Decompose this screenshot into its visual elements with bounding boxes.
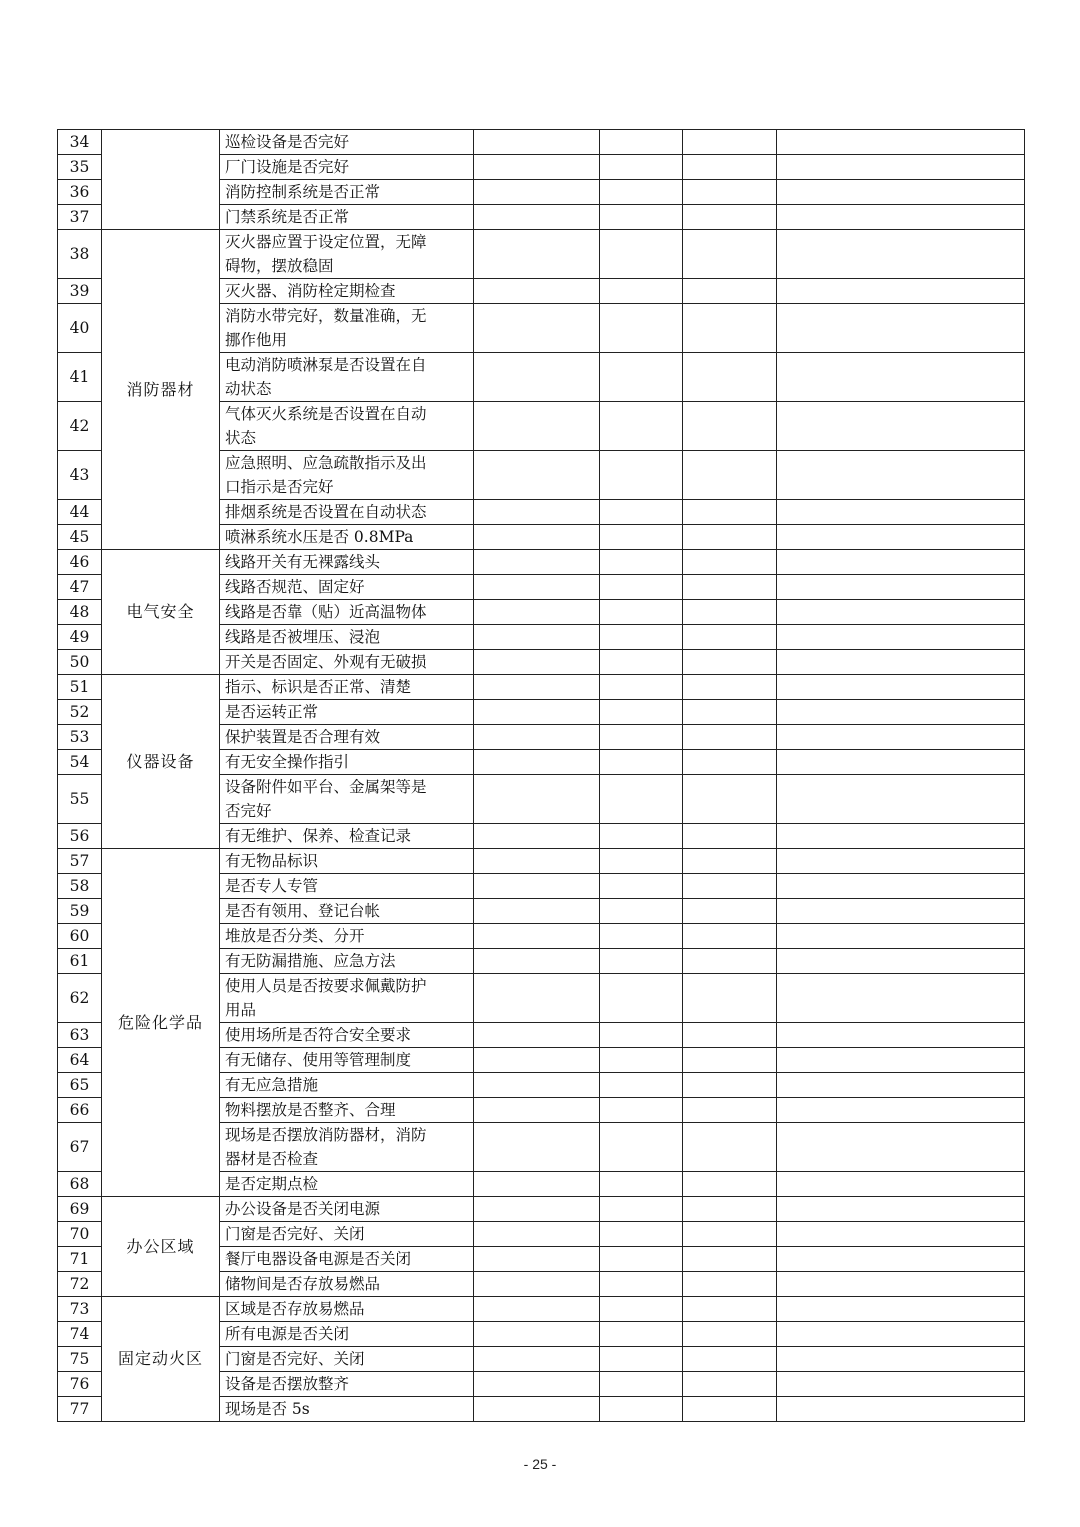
status-cell[interactable] <box>600 824 683 849</box>
checker-cell[interactable] <box>683 130 777 155</box>
check-item-text: 是否运转正常 <box>220 700 474 725</box>
check-item-text: 办公设备是否关闭电源 <box>220 1197 474 1222</box>
result-cell[interactable] <box>474 205 600 230</box>
row-number: 53 <box>58 725 102 750</box>
checker-cell[interactable] <box>683 205 777 230</box>
remarks-cell[interactable] <box>777 1023 1025 1048</box>
checker-cell[interactable] <box>683 1172 777 1197</box>
status-cell[interactable] <box>600 180 683 205</box>
checker-cell[interactable] <box>683 824 777 849</box>
status-cell[interactable] <box>600 1347 683 1372</box>
result-cell[interactable] <box>474 1222 600 1247</box>
status-cell[interactable] <box>600 130 683 155</box>
check-item-text: 有无防漏措施、应急方法 <box>220 949 474 974</box>
result-cell[interactable] <box>474 625 600 650</box>
remarks-cell[interactable] <box>777 1372 1025 1397</box>
checker-cell[interactable] <box>683 974 777 1023</box>
check-item-text: 巡检设备是否完好 <box>220 130 474 155</box>
row-number: 66 <box>58 1098 102 1123</box>
status-cell[interactable] <box>600 525 683 550</box>
checker-cell[interactable] <box>683 924 777 949</box>
status-cell[interactable] <box>600 1172 683 1197</box>
result-cell[interactable] <box>474 700 600 725</box>
checker-cell[interactable] <box>683 750 777 775</box>
status-cell[interactable] <box>600 1048 683 1073</box>
status-cell[interactable] <box>600 1397 683 1422</box>
table-row <box>58 675 1025 700</box>
status-cell[interactable] <box>600 974 683 1023</box>
checker-cell[interactable] <box>683 1322 777 1347</box>
row-number: 46 <box>58 550 102 575</box>
remarks-cell[interactable] <box>777 402 1025 451</box>
remarks-cell[interactable] <box>777 949 1025 974</box>
check-item-text: 所有电源是否关闭 <box>220 1322 474 1347</box>
check-item-text: 气体灭火系统是否设置在自动 状态 <box>220 402 474 451</box>
row-number: 62 <box>58 974 102 1023</box>
check-item-text: 有无维护、保养、检查记录 <box>220 824 474 849</box>
row-number: 55 <box>58 775 102 824</box>
check-item-text: 设备是否摆放整齐 <box>220 1372 474 1397</box>
result-cell[interactable] <box>474 1098 600 1123</box>
checklist-body <box>58 130 1025 1422</box>
check-item-text: 有无应急措施 <box>220 1073 474 1098</box>
remarks-cell[interactable] <box>777 849 1025 874</box>
status-cell[interactable] <box>600 1023 683 1048</box>
remarks-cell[interactable] <box>777 550 1025 575</box>
remarks-cell[interactable] <box>777 1197 1025 1222</box>
remarks-cell[interactable] <box>777 824 1025 849</box>
check-item-text: 有无安全操作指引 <box>220 750 474 775</box>
check-item-text: 门窗是否完好、关闭 <box>220 1347 474 1372</box>
remarks-cell[interactable] <box>777 180 1025 205</box>
check-item-text: 物料摆放是否整齐、合理 <box>220 1098 474 1123</box>
status-cell[interactable] <box>600 1222 683 1247</box>
row-number: 42 <box>58 402 102 451</box>
checker-cell[interactable] <box>683 1372 777 1397</box>
checker-cell[interactable] <box>683 451 777 500</box>
row-number: 39 <box>58 279 102 304</box>
row-number: 54 <box>58 750 102 775</box>
row-number: 37 <box>58 205 102 230</box>
result-cell[interactable] <box>474 824 600 849</box>
check-item-text: 使用人员是否按要求佩戴防护 用品 <box>220 974 474 1023</box>
check-item-text: 使用场所是否符合安全要求 <box>220 1023 474 1048</box>
status-cell[interactable] <box>600 650 683 675</box>
check-item-text: 开关是否固定、外观有无破损 <box>220 650 474 675</box>
table-row <box>58 1197 1025 1222</box>
check-item-text: 有无储存、使用等管理制度 <box>220 1048 474 1073</box>
result-cell[interactable] <box>474 1023 600 1048</box>
status-cell[interactable] <box>600 750 683 775</box>
status-cell[interactable] <box>600 353 683 402</box>
row-number: 35 <box>58 155 102 180</box>
remarks-cell[interactable] <box>777 1347 1025 1372</box>
status-cell[interactable] <box>600 230 683 279</box>
check-item-text: 厂门设施是否完好 <box>220 155 474 180</box>
checker-cell[interactable] <box>683 180 777 205</box>
result-cell[interactable] <box>474 1347 600 1372</box>
checker-cell[interactable] <box>683 550 777 575</box>
row-number: 50 <box>58 650 102 675</box>
result-cell[interactable] <box>474 180 600 205</box>
check-item-text: 门窗是否完好、关闭 <box>220 1222 474 1247</box>
result-cell[interactable] <box>474 1197 600 1222</box>
row-number: 45 <box>58 525 102 550</box>
result-cell[interactable] <box>474 304 600 353</box>
checker-cell[interactable] <box>683 1197 777 1222</box>
remarks-cell[interactable] <box>777 874 1025 899</box>
result-cell[interactable] <box>474 279 600 304</box>
result-cell[interactable] <box>474 550 600 575</box>
checker-cell[interactable] <box>683 1222 777 1247</box>
status-cell[interactable] <box>600 205 683 230</box>
checker-cell[interactable] <box>683 700 777 725</box>
status-cell[interactable] <box>600 279 683 304</box>
check-item-text: 餐厅电器设备电源是否关闭 <box>220 1247 474 1272</box>
remarks-cell[interactable] <box>777 650 1025 675</box>
checker-cell[interactable] <box>683 1397 777 1422</box>
remarks-cell[interactable] <box>777 279 1025 304</box>
result-cell[interactable] <box>474 130 600 155</box>
remarks-cell[interactable] <box>777 205 1025 230</box>
status-cell[interactable] <box>600 1073 683 1098</box>
checker-cell[interactable] <box>683 1023 777 1048</box>
check-item-text: 现场是否 5s <box>220 1397 474 1422</box>
row-number: 68 <box>58 1172 102 1197</box>
result-cell[interactable] <box>474 1172 600 1197</box>
check-item-text: 是否有领用、登记台帐 <box>220 899 474 924</box>
remarks-cell[interactable] <box>777 451 1025 500</box>
result-cell[interactable] <box>474 1272 600 1297</box>
status-cell[interactable] <box>600 1247 683 1272</box>
result-cell[interactable] <box>474 924 600 949</box>
remarks-cell[interactable] <box>777 1222 1025 1247</box>
checker-cell[interactable] <box>683 279 777 304</box>
checker-cell[interactable] <box>683 1073 777 1098</box>
check-item-text: 电动消防喷淋泵是否设置在自 动状态 <box>220 353 474 402</box>
check-item-text: 是否定期点检 <box>220 1172 474 1197</box>
status-cell[interactable] <box>600 675 683 700</box>
row-number: 40 <box>58 304 102 353</box>
result-cell[interactable] <box>474 1397 600 1422</box>
result-cell[interactable] <box>474 750 600 775</box>
status-cell[interactable] <box>600 924 683 949</box>
remarks-cell[interactable] <box>777 1048 1025 1073</box>
row-number: 75 <box>58 1347 102 1372</box>
result-cell[interactable] <box>474 1123 600 1172</box>
result-cell[interactable] <box>474 1073 600 1098</box>
status-cell[interactable] <box>600 874 683 899</box>
checker-cell[interactable] <box>683 775 777 824</box>
checker-cell[interactable] <box>683 899 777 924</box>
checker-cell[interactable] <box>683 155 777 180</box>
result-cell[interactable] <box>474 675 600 700</box>
status-cell[interactable] <box>600 849 683 874</box>
row-number: 67 <box>58 1123 102 1172</box>
status-cell[interactable] <box>600 725 683 750</box>
checker-cell[interactable] <box>683 725 777 750</box>
remarks-cell[interactable] <box>777 924 1025 949</box>
status-cell[interactable] <box>600 1322 683 1347</box>
table-row <box>58 230 1025 279</box>
remarks-cell[interactable] <box>777 1397 1025 1422</box>
category-cell: 办公区域 <box>102 1197 220 1297</box>
row-number: 64 <box>58 1048 102 1073</box>
status-cell[interactable] <box>600 550 683 575</box>
checker-cell[interactable] <box>683 600 777 625</box>
remarks-cell[interactable] <box>777 500 1025 525</box>
remarks-cell[interactable] <box>777 130 1025 155</box>
status-cell[interactable] <box>600 155 683 180</box>
check-item-text: 堆放是否分类、分开 <box>220 924 474 949</box>
check-item-text: 喷淋系统水压是否 0.8MPa <box>220 525 474 550</box>
row-number: 44 <box>58 500 102 525</box>
category-cell: 仪器设备 <box>102 675 220 849</box>
result-cell[interactable] <box>474 230 600 279</box>
status-cell[interactable] <box>600 402 683 451</box>
status-cell[interactable] <box>600 600 683 625</box>
row-number: 72 <box>58 1272 102 1297</box>
row-number: 70 <box>58 1222 102 1247</box>
result-cell[interactable] <box>474 1247 600 1272</box>
row-number: 77 <box>58 1397 102 1422</box>
row-number: 61 <box>58 949 102 974</box>
result-cell[interactable] <box>474 500 600 525</box>
result-cell[interactable] <box>474 650 600 675</box>
result-cell[interactable] <box>474 775 600 824</box>
check-item-text: 应急照明、应急疏散指示及出 口指示是否完好 <box>220 451 474 500</box>
remarks-cell[interactable] <box>777 725 1025 750</box>
category-cell: 电气安全 <box>102 550 220 675</box>
check-item-text: 区域是否存放易燃品 <box>220 1297 474 1322</box>
row-number: 63 <box>58 1023 102 1048</box>
category-cell <box>102 130 220 230</box>
remarks-cell[interactable] <box>777 1123 1025 1172</box>
status-cell[interactable] <box>600 1272 683 1297</box>
status-cell[interactable] <box>600 1098 683 1123</box>
checker-cell[interactable] <box>683 949 777 974</box>
checker-cell[interactable] <box>683 353 777 402</box>
remarks-cell[interactable] <box>777 525 1025 550</box>
check-item-text: 灭火器应置于设定位置，无障 碍物，摆放稳固 <box>220 230 474 279</box>
remarks-cell[interactable] <box>777 304 1025 353</box>
status-cell[interactable] <box>600 500 683 525</box>
result-cell[interactable] <box>474 849 600 874</box>
checker-cell[interactable] <box>683 1098 777 1123</box>
status-cell[interactable] <box>600 304 683 353</box>
inspection-checklist-table <box>57 129 1025 1422</box>
remarks-cell[interactable] <box>777 230 1025 279</box>
row-number: 38 <box>58 230 102 279</box>
checker-cell[interactable] <box>683 1123 777 1172</box>
remarks-cell[interactable] <box>777 155 1025 180</box>
remarks-cell[interactable] <box>777 575 1025 600</box>
check-item-text: 储物间是否存放易燃品 <box>220 1272 474 1297</box>
checker-cell[interactable] <box>683 575 777 600</box>
row-number: 73 <box>58 1297 102 1322</box>
checker-cell[interactable] <box>683 500 777 525</box>
status-cell[interactable] <box>600 700 683 725</box>
table-row <box>58 849 1025 874</box>
remarks-cell[interactable] <box>777 353 1025 402</box>
check-item-text: 线路否规范、固定好 <box>220 575 474 600</box>
result-cell[interactable] <box>474 949 600 974</box>
row-number: 48 <box>58 600 102 625</box>
row-number: 43 <box>58 451 102 500</box>
checker-cell[interactable] <box>683 1297 777 1322</box>
category-cell: 消防器材 <box>102 230 220 550</box>
remarks-cell[interactable] <box>777 974 1025 1023</box>
row-number: 60 <box>58 924 102 949</box>
result-cell[interactable] <box>474 353 600 402</box>
checker-cell[interactable] <box>683 625 777 650</box>
check-item-text: 消防水带完好，数量准确，无 挪作他用 <box>220 304 474 353</box>
result-cell[interactable] <box>474 451 600 500</box>
remarks-cell[interactable] <box>777 750 1025 775</box>
checker-cell[interactable] <box>683 230 777 279</box>
result-cell[interactable] <box>474 1048 600 1073</box>
row-number: 34 <box>58 130 102 155</box>
remarks-cell[interactable] <box>777 1098 1025 1123</box>
result-cell[interactable] <box>474 575 600 600</box>
result-cell[interactable] <box>474 600 600 625</box>
checker-cell[interactable] <box>683 675 777 700</box>
status-cell[interactable] <box>600 575 683 600</box>
status-cell[interactable] <box>600 451 683 500</box>
result-cell[interactable] <box>474 402 600 451</box>
check-item-text: 门禁系统是否正常 <box>220 205 474 230</box>
checker-cell[interactable] <box>683 304 777 353</box>
check-item-text: 现场是否摆放消防器材，消防 器材是否检查 <box>220 1123 474 1172</box>
row-number: 71 <box>58 1247 102 1272</box>
row-number: 49 <box>58 625 102 650</box>
row-number: 52 <box>58 700 102 725</box>
result-cell[interactable] <box>474 1322 600 1347</box>
check-item-text: 指示、标识是否正常、清楚 <box>220 675 474 700</box>
status-cell[interactable] <box>600 1197 683 1222</box>
row-number: 56 <box>58 824 102 849</box>
remarks-cell[interactable] <box>777 1322 1025 1347</box>
row-number: 58 <box>58 874 102 899</box>
remarks-cell[interactable] <box>777 1073 1025 1098</box>
check-item-text: 消防控制系统是否正常 <box>220 180 474 205</box>
category-cell: 固定动火区 <box>102 1297 220 1422</box>
check-item-text: 保护装置是否合理有效 <box>220 725 474 750</box>
remarks-cell[interactable] <box>777 1272 1025 1297</box>
check-item-text: 有无物品标识 <box>220 849 474 874</box>
result-cell[interactable] <box>474 525 600 550</box>
status-cell[interactable] <box>600 949 683 974</box>
checker-cell[interactable] <box>683 1247 777 1272</box>
remarks-cell[interactable] <box>777 600 1025 625</box>
row-number: 69 <box>58 1197 102 1222</box>
row-number: 74 <box>58 1322 102 1347</box>
status-cell[interactable] <box>600 1372 683 1397</box>
row-number: 65 <box>58 1073 102 1098</box>
check-item-text: 灭火器、消防栓定期检查 <box>220 279 474 304</box>
check-item-text: 排烟系统是否设置在自动状态 <box>220 500 474 525</box>
checker-cell[interactable] <box>683 1048 777 1073</box>
status-cell[interactable] <box>600 1123 683 1172</box>
result-cell[interactable] <box>474 974 600 1023</box>
row-number: 57 <box>58 849 102 874</box>
remarks-cell[interactable] <box>777 899 1025 924</box>
remarks-cell[interactable] <box>777 775 1025 824</box>
check-item-text: 设备附件如平台、金属架等是 否完好 <box>220 775 474 824</box>
page-number: - 25 - <box>523 1456 557 1472</box>
checker-cell[interactable] <box>683 525 777 550</box>
remarks-cell[interactable] <box>777 1172 1025 1197</box>
remarks-cell[interactable] <box>777 1247 1025 1272</box>
remarks-cell[interactable] <box>777 675 1025 700</box>
result-cell[interactable] <box>474 1297 600 1322</box>
status-cell[interactable] <box>600 899 683 924</box>
result-cell[interactable] <box>474 874 600 899</box>
checker-cell[interactable] <box>683 402 777 451</box>
check-item-text: 线路开关有无裸露线头 <box>220 550 474 575</box>
category-cell: 危险化学品 <box>102 849 220 1197</box>
row-number: 41 <box>58 353 102 402</box>
checker-cell[interactable] <box>683 1347 777 1372</box>
checker-cell[interactable] <box>683 650 777 675</box>
table-row <box>58 550 1025 575</box>
checker-cell[interactable] <box>683 874 777 899</box>
row-number: 51 <box>58 675 102 700</box>
remarks-cell[interactable] <box>777 700 1025 725</box>
remarks-cell[interactable] <box>777 625 1025 650</box>
remarks-cell[interactable] <box>777 1297 1025 1322</box>
result-cell[interactable] <box>474 1372 600 1397</box>
check-item-text: 线路是否被埋压、浸泡 <box>220 625 474 650</box>
row-number: 47 <box>58 575 102 600</box>
result-cell[interactable] <box>474 725 600 750</box>
status-cell[interactable] <box>600 775 683 824</box>
table-row <box>58 130 1025 155</box>
status-cell[interactable] <box>600 625 683 650</box>
check-item-text: 线路是否靠（贴）近高温物体 <box>220 600 474 625</box>
checker-cell[interactable] <box>683 849 777 874</box>
result-cell[interactable] <box>474 155 600 180</box>
checker-cell[interactable] <box>683 1272 777 1297</box>
row-number: 36 <box>58 180 102 205</box>
check-item-text: 是否专人专管 <box>220 874 474 899</box>
row-number: 59 <box>58 899 102 924</box>
table-row <box>58 1297 1025 1322</box>
row-number: 76 <box>58 1372 102 1397</box>
status-cell[interactable] <box>600 1297 683 1322</box>
result-cell[interactable] <box>474 899 600 924</box>
